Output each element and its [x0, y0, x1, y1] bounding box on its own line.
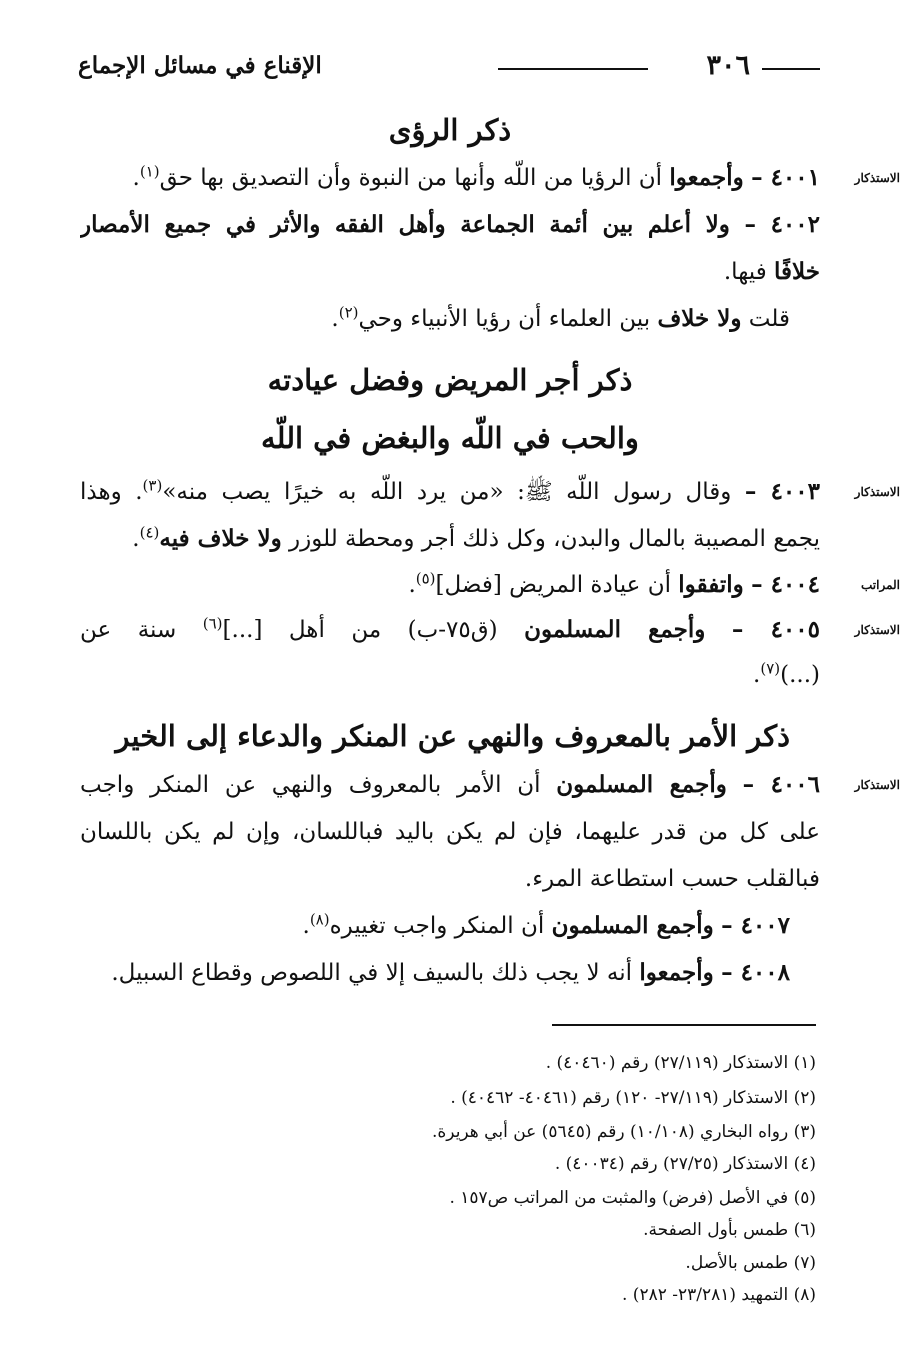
- section-title-ruya: ذكر الرؤى: [388, 113, 512, 147]
- footnote-7: (٧) طمس بالأصل.: [685, 1253, 816, 1273]
- entry-4005: [80, 610, 820, 650]
- entry-4008: [80, 953, 790, 993]
- footnote-6: (٦) طمس بأول الصفحة.: [643, 1220, 816, 1240]
- entry-text: فيها.: [723, 259, 767, 285]
- entry-4005-cont: [80, 655, 820, 695]
- note-keyword: ولا خلاف: [657, 305, 742, 332]
- entry-keyword: وأجمعوا: [669, 164, 744, 191]
- entry-keyword: وأجمع المسلمون: [524, 616, 706, 643]
- book-title: الإقناع في مسائل الإجماع: [78, 52, 322, 79]
- entry-number: ٤٠٠٤ –: [751, 571, 820, 598]
- entry-text: أن الأمر بالمعروف والنهي عن المنكر واجب: [80, 772, 541, 798]
- entry-text: يجمع المصيبة بالمال والبدن، وكل ذلك أجر ومحطة للوزر: [289, 526, 820, 552]
- entry-4006: [80, 765, 820, 805]
- qult-note: [80, 299, 790, 339]
- entry-4003: [80, 472, 820, 512]
- entry-number: ٤٠٠٣ –: [744, 478, 820, 505]
- entry-4004: [80, 565, 820, 605]
- entry-text: أن عيادة المريض [فضل]: [435, 572, 671, 598]
- entry-keyword: وأجمع المسلمون: [556, 771, 727, 798]
- entry-end: .: [408, 572, 416, 598]
- footnote-ref: (١): [139, 162, 160, 181]
- section-title-amr: ذكر الأمر بالمعروف والنهي عن المنكر والدعاء إلى الخير: [115, 719, 790, 753]
- entry-number: ٤٠٠٧ –: [721, 912, 790, 939]
- margin-source-4006: الاستذكار: [854, 778, 900, 792]
- footnote-4: (٤) الاستذكار (٢٧/٢٥) رقم (٤٠٠٣٤) .: [554, 1154, 816, 1174]
- note-text-2: بين العلماء أن رؤيا الأنبياء وحي: [358, 306, 651, 332]
- entry-keyword: وأجمع المسلمون: [551, 912, 714, 939]
- entry-text-end: . وهذا: [80, 479, 143, 505]
- entry-text: أنه لا يجب ذلك بالسيف إلا في اللصوص وقطاع السبيل.: [111, 960, 633, 986]
- footnote-5: (٥) في الأصل (فرض) والمثبت من المراتب ص١٥٧ .: [449, 1188, 816, 1208]
- entry-4002-cont: [80, 252, 820, 292]
- entry-number: ٤٠٠٦ –: [742, 771, 820, 798]
- footnote-ref: (٢): [338, 303, 359, 322]
- footnote-ref: (٦): [202, 614, 223, 633]
- header-rule-right: [762, 68, 820, 70]
- footnote-ref: (٤): [139, 523, 160, 542]
- note-end: .: [331, 306, 339, 332]
- entry-end: .: [132, 526, 140, 552]
- entry-text: أن الرؤيا من اللّه وأنها من النبوة وأن التصديق بها حق: [159, 165, 663, 191]
- footnote-ref: (٣): [142, 476, 163, 495]
- footnote-1: (١) الاستذكار (٢٧/١١٩) رقم (٤٠٤٦٠) .: [545, 1053, 816, 1073]
- entry-end: .: [302, 913, 310, 939]
- footnote-2: (٢) الاستذكار (٢٧/١١٩- ١٢٠) رقم (٤٠٤٦١- ٤٠٤٦٢) .: [450, 1088, 816, 1108]
- footnote-3: (٣) رواه البخاري (١٠/١٠٨) رقم (٥٦٤٥) عن أبي هريرة.: [432, 1122, 816, 1142]
- entry-4006-cont-1: على كل من قدر عليهما، فإن لم يكن باليد فباللسان، وإن لم يكن باللسان: [80, 819, 820, 845]
- entry-4003-cont: [80, 519, 820, 559]
- entry-keyword: واتفقوا: [678, 571, 744, 598]
- header-rule-middle: [498, 68, 648, 70]
- entry-keyword: خلافًا: [774, 258, 820, 285]
- entry-4007: [80, 906, 790, 946]
- page-number: ٣٠٦: [706, 50, 750, 81]
- footnote-ref: (٥): [415, 569, 436, 588]
- entry-number: ٤٠٠٢ –: [744, 211, 820, 238]
- margin-source-4005: الاستذكار: [854, 623, 900, 637]
- entry-text: (...): [780, 662, 820, 688]
- entry-end: .: [753, 662, 761, 688]
- section-title-marid-1: ذكر أجر المريض وفضل عيادته: [267, 363, 633, 397]
- margin-source-4003: الاستذكار: [854, 485, 900, 499]
- page-header: [78, 50, 820, 90]
- margin-source-4004: المراتب: [860, 578, 900, 592]
- entry-4001: [80, 158, 820, 198]
- entry-keyword: وأجمعوا: [639, 959, 714, 986]
- entry-number: ٤٠٠٥ –: [731, 616, 820, 643]
- entry-number: ٤٠٠١ –: [751, 164, 820, 191]
- note-text: قلت: [748, 306, 790, 332]
- entry-text-2: سنة عن: [80, 617, 177, 643]
- entry-text: (ق٧٥-ب) من أهل [...]: [222, 617, 498, 643]
- entry-end: .: [132, 165, 140, 191]
- footnote-ref: (٨): [309, 910, 330, 929]
- entry-4002: [80, 205, 820, 245]
- footnote-divider: [552, 1024, 816, 1026]
- entry-number: ٤٠٠٨ –: [721, 959, 790, 986]
- entry-text: ولا أعلم بين أئمة الجماعة وأهل الفقه والأثر في جميع الأمصار: [80, 211, 730, 238]
- footnote-8: (٨) التمهيد (٢٣/٢٨١- ٢٨٢) .: [621, 1285, 816, 1305]
- entry-text: وقال رسول اللّه ﷺ: «من يرد اللّه به خيرًا يصب منه»: [162, 479, 732, 505]
- section-title-marid-2: والحب في اللّه والبغض في اللّه: [261, 421, 639, 455]
- entry-keyword: ولا خلاف فيه: [159, 525, 282, 552]
- entry-text: أن المنكر واجب تغييره: [329, 913, 545, 939]
- margin-source-4001: الاستذكار: [854, 171, 900, 185]
- entry-4006-cont-2: فبالقلب حسب استطاعة المرء.: [524, 866, 820, 892]
- footnote-ref: (٧): [760, 659, 781, 678]
